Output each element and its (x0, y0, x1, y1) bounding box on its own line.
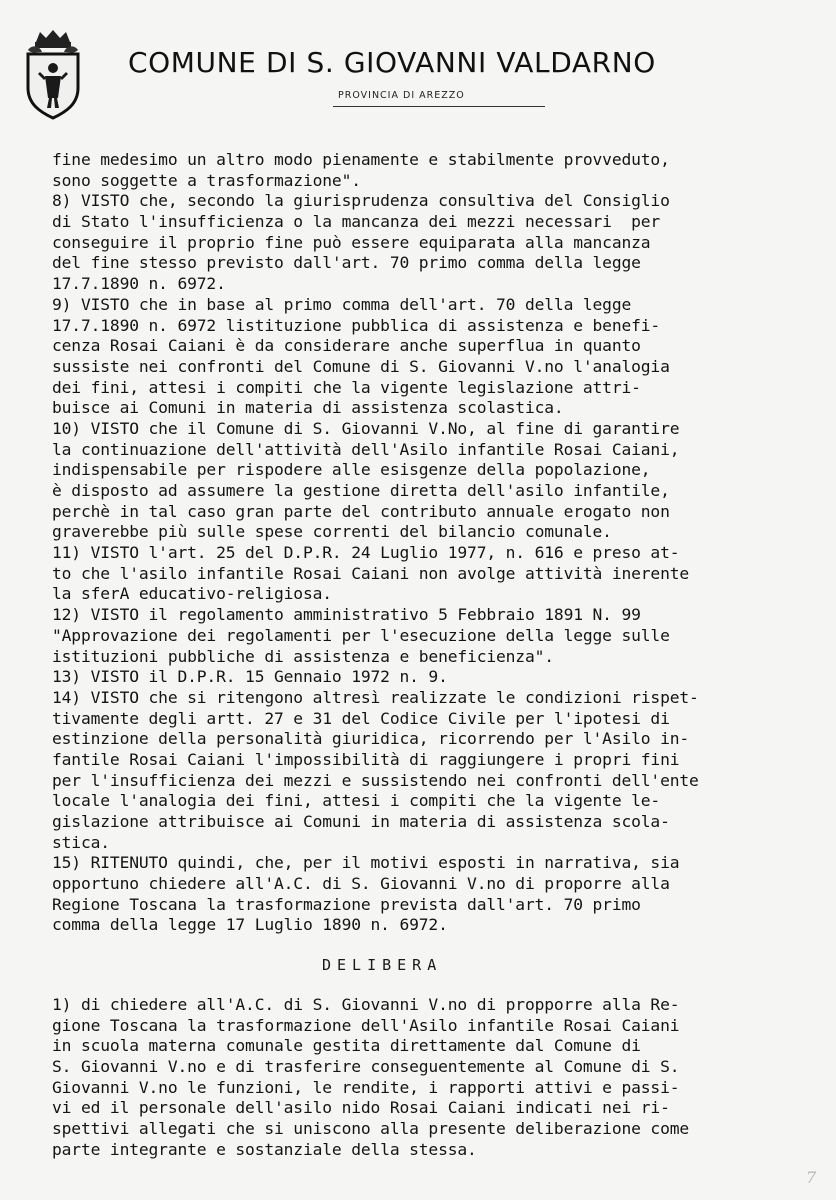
text-line: gione Toscana la trasformazione dell'Asilo infantile Rosai Caiani (52, 1015, 680, 1035)
header-divider (333, 106, 545, 107)
text-line: indispensabile per rispodere alle esisgenze della popolazione, (52, 460, 651, 480)
text-line: di Stato l'insufficienza o la mancanza dei mezzi necessari per (52, 212, 661, 232)
text-line: locale l'analogia dei fini, attesi i compiti che la vigente le- (52, 791, 661, 811)
municipal-crest-icon (22, 28, 84, 120)
text-line: parte integrante e sostanziale della stessa. (52, 1139, 477, 1159)
text-line: istituzioni pubbliche di assistenza e beneficienza". (52, 646, 554, 666)
text-line: S. Giovanni V.no e di trasferire conseguentemente al Comune di S. (52, 1057, 680, 1077)
text-line: 8) VISTO che, secondo la giurisprudenza consultiva del Consiglio (52, 191, 670, 211)
text-line: fine medesimo un altro modo pienamente e stabilmente provveduto, (52, 150, 670, 169)
text-line: opportuno chiedere all'A.C. di S. Giovanni V.no di proporre alla (52, 874, 670, 894)
text-line: "Approvazione dei regolamenti per l'esecuzione della legge sulle (52, 625, 670, 645)
text-line: tivamente degli artt. 27 e 31 del Codice Civile per l'ipotesi di (52, 708, 670, 728)
text-line: gislazione attribuisce ai Comuni in materia di assistenza scola- (52, 812, 670, 831)
text-line: 1) di chiedere all'A.C. di S. Giovanni V.no di propporre alla Re- (52, 995, 680, 1014)
text-line: 9) VISTO che in base al primo comma dell'art. 70 della legge (52, 294, 632, 314)
text-line: conseguire il proprio fine può essere equiparata alla mancanza (52, 232, 651, 252)
text-line: 11) VISTO l'art. 25 del D.P.R. 24 Luglio 1977, n. 616 e preso at- (52, 543, 680, 563)
text-line: dei fini, attesi i compiti che la vigente legislazione attri- (52, 377, 641, 397)
text-line: 17.7.1890 n. 6972 listituzione pubblica di assistenza e benefi- (52, 315, 661, 335)
text-line: del fine stesso previsto dall'art. 70 primo comma della legge (52, 253, 641, 273)
page-mark: 7 (806, 1168, 817, 1187)
text-line: in scuola materna comunale gestita direttamente dal Comune di (52, 1036, 641, 1056)
text-line: graverebbe più sulle spese correnti del bilancio comunale. (52, 522, 612, 542)
text-line: sono soggette a trasformazione". (52, 170, 361, 190)
text-line: comma della legge 17 Luglio 1890 n. 6972. (52, 915, 448, 935)
text-line: 12) VISTO il regolamento amministrativo 5 Febbraio 1891 N. 99 (52, 605, 641, 625)
delibera-text (52, 995, 792, 1161)
text-line: spettivi allegati che si uniscono alla presente deliberazione come (52, 1119, 690, 1139)
text-line: 15) RITENUTO quindi, che, per il motivi esposti in narrativa, sia (52, 853, 680, 873)
text-line: 13) VISTO il D.P.R. 15 Gennaio 1972 n. 9. (52, 667, 448, 687)
text-line: 17.7.1890 n. 6972. (52, 274, 226, 294)
text-line: to che l'asilo infantile Rosai Caiani non avolge attività inerente (52, 563, 690, 583)
text-line: è disposto ad assumere la gestione diretta dell'asilo infantile, (52, 481, 670, 500)
municipality-title: COMUNE DI S. GIOVANNI VALDARNO (128, 46, 656, 79)
text-line: vi ed il personale dell'asilo nido Rosai Caiani indicati nei ri- (52, 1098, 670, 1118)
delibera-heading: DELIBERA (322, 956, 443, 974)
text-line: Regione Toscana la trasformazione prevista dall'art. 70 primo (52, 894, 641, 914)
text-line: estinzione della personalità giuridica, ricorrendo per l'Asilo in- (52, 729, 690, 749)
text-line: Giovanni V.no le funzioni, le rendite, i rapporti attivi e passi- (52, 1077, 680, 1097)
text-line: la sferA educativo-religiosa. (52, 584, 332, 604)
province-subtitle: PROVINCIA DI AREZZO (338, 90, 465, 101)
text-line: fantile Rosai Caiani l'impossibilità di raggiungere i propri fini (52, 749, 680, 769)
text-line: la continuazione dell'attività dell'Asilo infantile Rosai Caiani, (52, 439, 680, 459)
text-line: buisce ai Comuni in materia di assistenza scolastica. (52, 398, 564, 418)
text-line: sussiste nei confronti del Comune di S. Giovanni V.no l'analogia (52, 356, 670, 376)
body-text (52, 150, 792, 936)
text-line: 14) VISTO che si ritengono altresì realizzate le condizioni rispet- (52, 687, 699, 707)
text-line: stica. (52, 832, 110, 852)
text-line: 10) VISTO che il Comune di S. Giovanni V.No, al fine di garantire (52, 418, 680, 438)
text-line: perchè in tal caso gran parte del contributo annuale erogato non (52, 501, 670, 521)
text-line: cenza Rosai Caiani è da considerare anche superflua in quanto (52, 336, 641, 356)
text-line: per l'insufficienza dei mezzi e sussistendo nei confronti dell'ente (52, 770, 699, 790)
